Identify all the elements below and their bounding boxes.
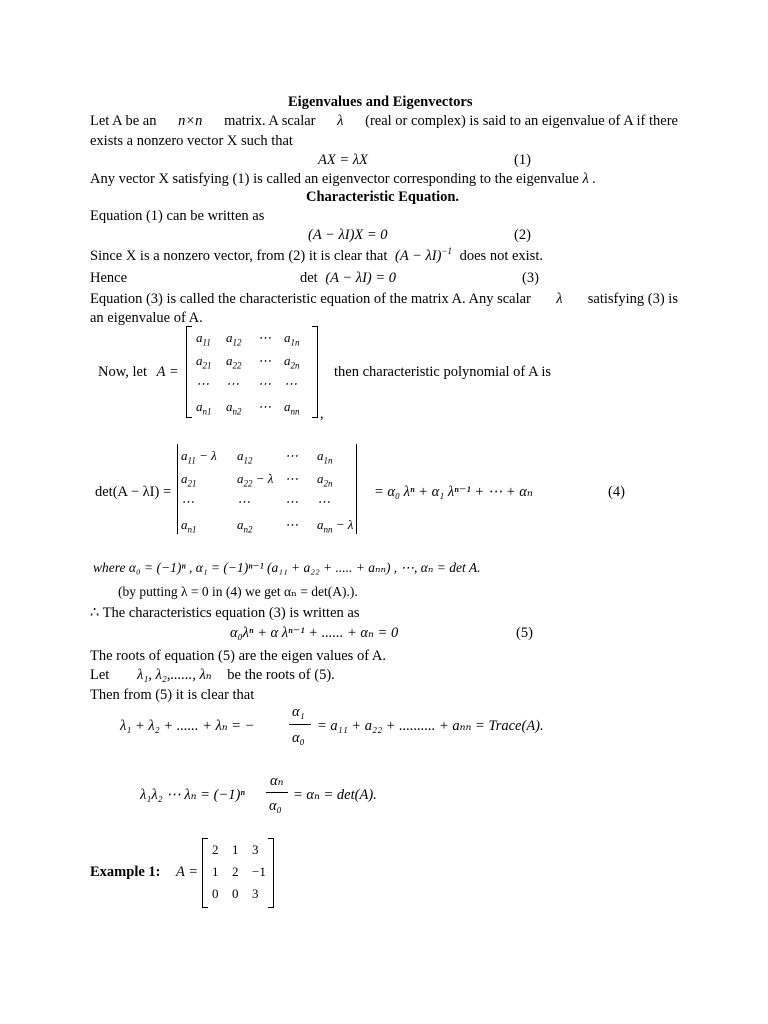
intro-text-a: Let A be an [90,113,157,129]
matrix-cell: ⋯ [285,448,298,463]
matrix-cell: ⋯ [237,494,250,509]
matrix-cell: 3 [252,886,259,901]
where-line: where α₀ = (−1)ⁿ , α₁ = (−1)ⁿ⁻¹ (a₁₁ + a₂₂ + ..... + aₙₙ) , ⋯, αₙ = det A. [93,560,481,575]
equation-3-number: (3) [522,270,539,286]
roots-list: λ₁, λ₂,......, λₙ [136,667,212,683]
intro-line-3 [90,171,596,188]
then-line: Then from (5) it is clear that [90,687,255,703]
char-line-4-lambda: λ [556,291,563,307]
char-inverse-exp: −1 [441,246,452,257]
roots-suffix: be the roots of (5). [227,667,335,683]
matrix-cell: $a_{1n}$ [317,448,333,466]
matrix-cell: $a_{2n}$ [284,353,300,371]
section-heading: Characteristic Equation. [306,189,460,205]
char-line-5: an eigenvalue of A. [90,310,203,326]
matrix-cell: $a_{n2}$ [226,399,242,417]
roots-line: The roots of equation (5) are the eigen values of A. [90,648,386,664]
matrix-cell: 3 [252,842,259,857]
char-line-2-end: does not exist. [459,248,543,264]
page-title: Eigenvalues and Eigenvectors [288,94,473,110]
matrix-a-right-bracket [312,326,318,418]
intro-text-e: (real or complex) is said to an eigenvalue of A if there [365,113,678,129]
matrix-cell: $a_{11}$ [196,330,211,348]
char-line-4-end: satisfying (3) is [587,291,678,307]
matrix-a [186,326,318,418]
let-label: Let [90,667,110,683]
a-equals: A = [156,364,179,380]
matrix-cell: 0 [212,886,219,901]
matrix-cell: ⋯ [285,517,298,532]
sum-frac-den: α₀ [292,730,305,746]
sum-frac-num: α₁ [292,704,305,720]
intro-line-1 [90,113,678,130]
char-line-4 [90,291,678,308]
let-roots-line [90,667,335,684]
matrix-cell: 1 [212,864,219,879]
matrix-cell: $a_{21}$ [196,353,212,371]
intro-line-3-text: Any vector X satisfying (1) is called an eigenvector corresponding to the eigenvalue [90,171,579,187]
det-matrix [177,444,357,536]
sum-frac-line [289,724,311,725]
sum-lhs: λ₁ + λ₂ + ...... + λₙ = − [120,718,255,734]
char-line-2 [90,248,543,265]
matrix-cell: $a_{nn}$ [284,399,300,417]
sum-rhs: = a₁₁ + a₂₂ + .......... + aₙₙ = Trace(A). [317,718,544,734]
now-let-label [98,364,179,381]
equation-2: (A − λI)X = 0 [308,227,388,243]
hence-label: Hence [90,270,128,286]
matrix-cell: $a_{n1}$ [196,399,212,417]
matrix-cell: ⋯ [285,471,298,486]
matrix-cell: $a_{11} - \lambda$ [181,448,217,466]
matrix-cell: ⋯ [258,353,271,368]
intro-n-by-n: n×n [178,113,203,129]
intro-lambda: λ [337,113,344,129]
equation-1-number: (1) [514,152,531,168]
example-right-bracket [268,838,274,908]
matrix-cell: $a_{21}$ [181,471,197,489]
equation-5-number: (5) [516,625,533,641]
prod-rhs: = αₙ = det(A). [293,787,377,803]
matrix-cell: ⋯ [284,376,297,391]
matrix-cell: ⋯ [226,376,239,391]
prod-frac-num: αₙ [270,773,284,789]
matrix-cell: ⋯ [181,494,194,509]
det-rhs: = α₀ λⁿ + α₁ λⁿ⁻¹ + ⋯ + αₙ [374,484,533,500]
char-inverse [395,248,452,264]
matrix-cell: $a_{nn} - \lambda$ [317,517,354,535]
matrix-cell: ⋯ [258,330,271,345]
then-text: then characteristic polynomial of A is [334,364,552,380]
equation-2-number: (2) [514,227,531,243]
det-left-bar [177,444,178,534]
matrix-cell: 0 [232,886,239,901]
prod-frac-den: α₀ [269,798,282,814]
matrix-cell: ⋯ [258,376,271,391]
equation-3-body: (A − λI) = 0 [325,270,397,286]
matrix-cell: $a_{n2}$ [237,517,253,535]
equation-5: α₀λⁿ + α λⁿ⁻¹ + ...... + αₙ = 0 [230,625,399,641]
matrix-a-left-bracket [186,326,192,418]
equation-3 [300,270,396,287]
prod-lhs: λ₁λ₂ ⋯ λₙ = (−1)ⁿ [140,787,245,803]
matrix-cell: $a_{12}$ [237,448,253,466]
matrix-cell: $a_{1n}$ [284,330,300,348]
prod-frac-line [266,792,288,793]
intro-text-c: matrix. A scalar [224,113,316,129]
therefore-line: ∴ The characteristics equation (3) is written as [90,605,360,621]
equation-1: AX = λX [318,152,368,168]
char-line-4-text: Equation (3) is called the characteristic equation of the matrix A. Any scalar [90,291,531,307]
matrix-cell: ⋯ [317,494,330,509]
example-a-equals: A = [176,864,199,880]
matrix-cell: ⋯ [196,376,209,391]
det-lhs: det(A − λI) = [95,484,172,500]
matrix-cell: 1 [232,842,239,857]
example-label: Example 1: [90,864,161,880]
char-line-2-text: Since X is a nonzero vector, from (2) it is clear that [90,248,388,264]
by-putting-line: (by putting λ = 0 in (4) we get αₙ = det(A).). [118,584,358,599]
char-inverse-base: (A − λI) [395,248,442,264]
equation-4-number: (4) [608,484,625,500]
intro-line-3-lambda: λ . [582,171,596,187]
char-line-1: Equation (1) can be written as [90,208,265,224]
matrix-cell: −1 [252,864,266,879]
intro-line-2: exists a nonzero vector X such that [90,133,293,149]
matrix-cell: $a_{n1}$ [181,517,197,535]
equation-3-det: det [300,270,318,286]
now-let-text: Now, let [98,364,147,380]
matrix-cell: 2 [232,864,239,879]
matrix-cell: $a_{12}$ [226,330,242,348]
example-matrix [202,838,274,908]
matrix-cell: $a_{2n}$ [317,471,333,489]
matrix-cell: 2 [212,842,219,857]
matrix-cell: ⋯ [258,399,271,414]
det-right-bar [356,444,357,534]
matrix-cell: $a_{22} - \lambda$ [237,471,274,489]
matrix-cell: $a_{22}$ [226,353,242,371]
trailing-comma: , [320,406,324,422]
example-left-bracket [202,838,208,908]
matrix-cell: ⋯ [285,494,298,509]
